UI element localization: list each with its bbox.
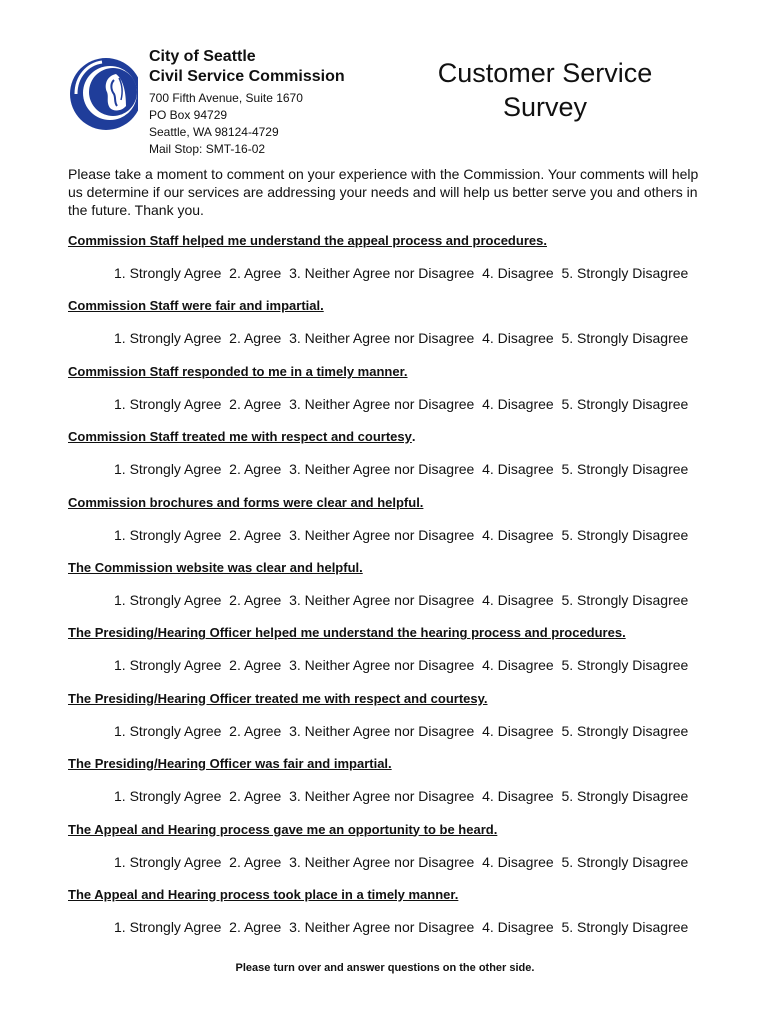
rating-scale: 1. Strongly Agree 2. Agree 3. Neither Agree nor Disagree 4. Disagree 5. Strongly Disagree bbox=[114, 722, 689, 739]
question-item bbox=[68, 428, 718, 493]
question-suffix: . bbox=[411, 429, 416, 445]
question-text: The Appeal and Hearing process gave me an opportunity to be heard. bbox=[68, 821, 498, 837]
question-list bbox=[68, 232, 718, 951]
rating-scale: 1. Strongly Agree 2. Agree 3. Neither Agree nor Disagree 4. Disagree 5. Strongly Disagree bbox=[114, 526, 689, 543]
address-street: 700 Fifth Avenue, Suite 1670 bbox=[149, 91, 303, 105]
rating-scale: 1. Strongly Agree 2. Agree 3. Neither Agree nor Disagree 4. Disagree 5. Strongly Disagree bbox=[114, 788, 689, 805]
org-city: City of Seattle bbox=[149, 48, 256, 65]
question-item bbox=[68, 821, 718, 886]
question-text: The Presiding/Hearing Officer was fair and impartial. bbox=[68, 756, 392, 772]
question-item bbox=[68, 559, 718, 624]
rating-scale: 1. Strongly Agree 2. Agree 3. Neither Agree nor Disagree 4. Disagree 5. Strongly Disagree bbox=[114, 918, 689, 935]
question-text: Commission Staff were fair and impartial. bbox=[68, 298, 324, 314]
question-text: The Presiding/Hearing Officer helped me understand the hearing process and procedures. bbox=[68, 625, 626, 641]
address-mail-stop: Mail Stop: SMT-16-02 bbox=[149, 142, 266, 156]
footer-note: Please turn over and answer questions on the other side. bbox=[235, 962, 535, 974]
rating-scale: 1. Strongly Agree 2. Agree 3. Neither Agree nor Disagree 4. Disagree 5. Strongly Disagree bbox=[114, 591, 689, 608]
question-item bbox=[68, 886, 718, 951]
question-text: The Commission website was clear and helpful. bbox=[68, 559, 363, 575]
question-item bbox=[68, 297, 718, 362]
organization-block bbox=[149, 47, 345, 158]
address-po-box: PO Box 94729 bbox=[149, 108, 228, 122]
question-text: Commission Staff responded to me in a timely manner. bbox=[68, 363, 408, 379]
question-text: The Appeal and Hearing process took place in a timely manner. bbox=[68, 886, 459, 902]
address-city: Seattle, WA 98124-4729 bbox=[149, 125, 279, 139]
rating-scale: 1. Strongly Agree 2. Agree 3. Neither Agree nor Disagree 4. Disagree 5. Strongly Disagree bbox=[114, 265, 689, 281]
org-commission: Civil Service Commission bbox=[149, 68, 345, 85]
question-text: Commission Staff treated me with respect and courtesy bbox=[68, 429, 412, 445]
title-line-1: Customer Service bbox=[437, 58, 653, 88]
question-item bbox=[68, 363, 718, 428]
page-title bbox=[400, 56, 690, 124]
question-item bbox=[68, 624, 718, 689]
rating-scale: 1. Strongly Agree 2. Agree 3. Neither Agree nor Disagree 4. Disagree 5. Strongly Disagree bbox=[114, 853, 689, 870]
question-item bbox=[68, 232, 718, 297]
question-item bbox=[68, 494, 718, 559]
question-item bbox=[68, 755, 718, 820]
question-item bbox=[68, 690, 718, 755]
city-seal-icon bbox=[66, 54, 138, 134]
title-line-2: Survey bbox=[502, 92, 588, 122]
rating-scale: 1. Strongly Agree 2. Agree 3. Neither Agree nor Disagree 4. Disagree 5. Strongly Disagree bbox=[114, 461, 689, 478]
intro-paragraph: Please take a moment to comment on your experience with the Commission. Your comments will help us determine if our services are addressing your needs and will help us better serve you and others in the future. Thank you. bbox=[68, 166, 699, 218]
rating-scale: 1. Strongly Agree 2. Agree 3. Neither Agree nor Disagree 4. Disagree 5. Strongly Disagree bbox=[114, 657, 689, 674]
question-text: Commission brochures and forms were clear and helpful. bbox=[68, 494, 424, 510]
question-text: Commission Staff helped me understand the appeal process and procedures. bbox=[68, 233, 547, 248]
rating-scale: 1. Strongly Agree 2. Agree 3. Neither Agree nor Disagree 4. Disagree 5. Strongly Disagree bbox=[114, 395, 689, 412]
question-text: The Presiding/Hearing Officer treated me with respect and courtesy. bbox=[68, 690, 488, 706]
rating-scale: 1. Strongly Agree 2. Agree 3. Neither Agree nor Disagree 4. Disagree 5. Strongly Disagree bbox=[114, 330, 689, 347]
